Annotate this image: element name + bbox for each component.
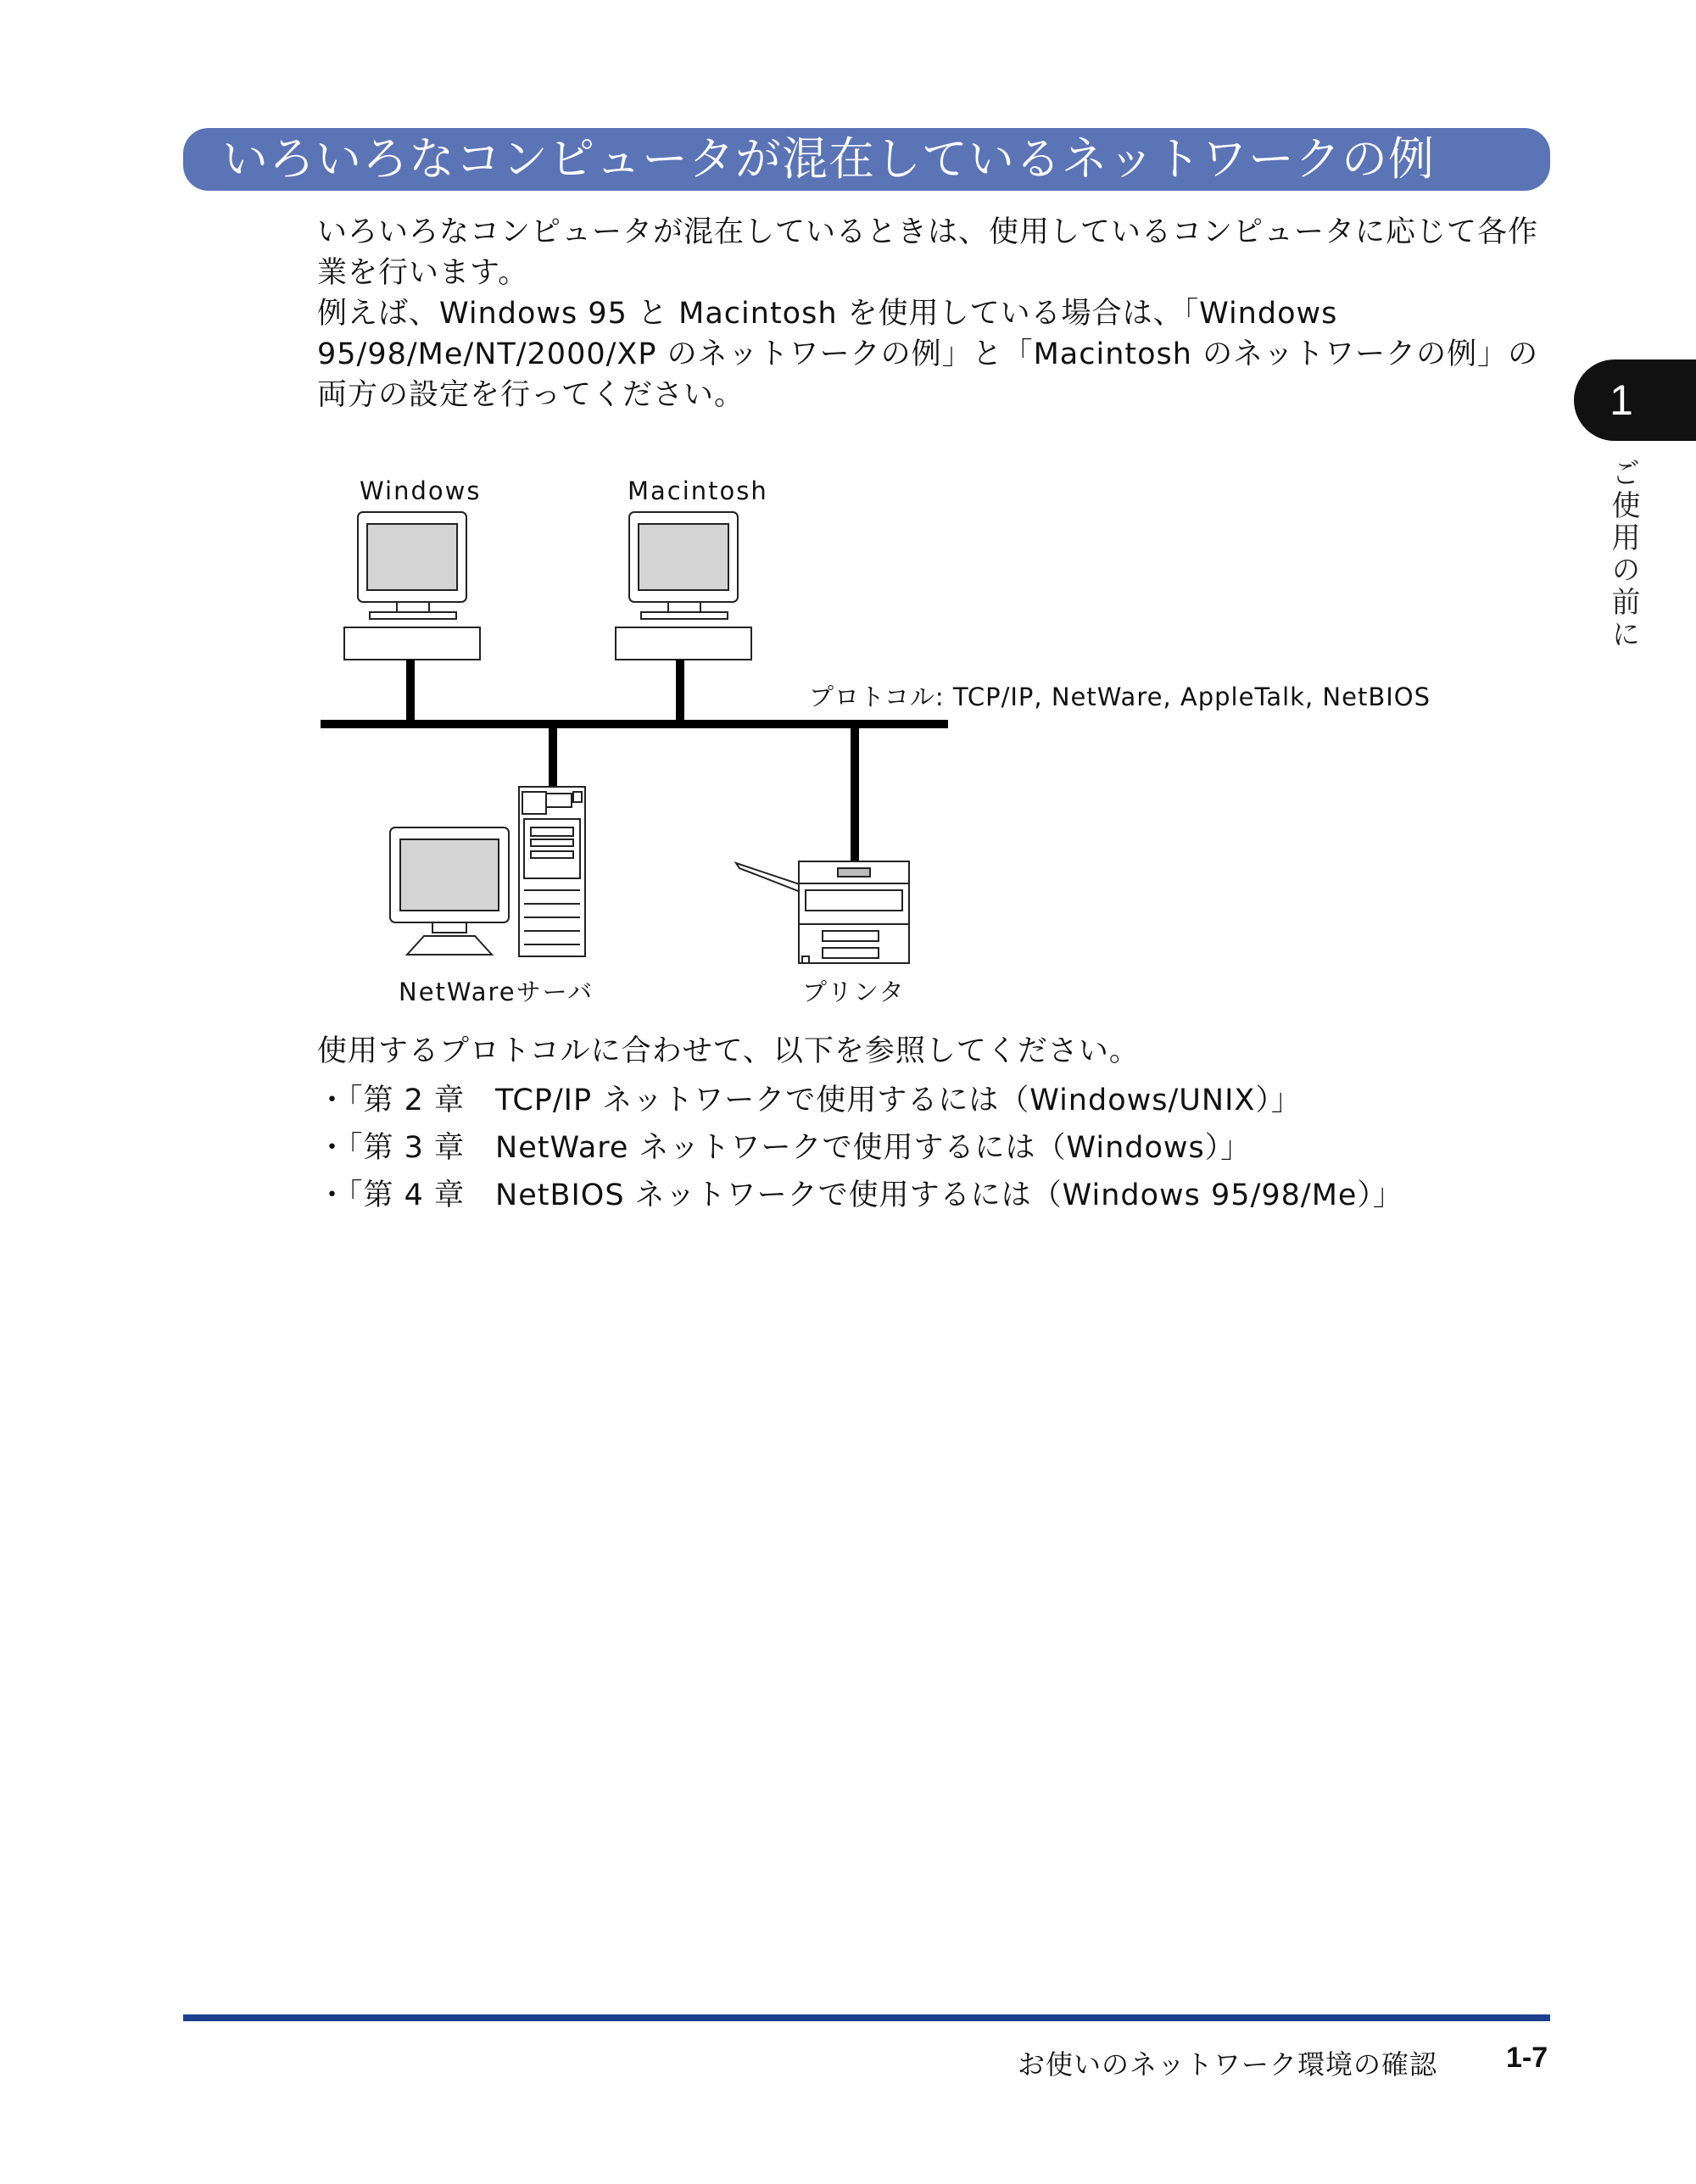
- reference-item-chapter-3[interactable]: ・「第 3 章 NetWare ネットワークで使用するには（Windows）」: [317, 1131, 1252, 1165]
- windows-label: Windows: [360, 476, 482, 505]
- reference-list: [317, 1077, 1403, 1219]
- macintosh-computer-icon: [616, 512, 751, 660]
- intro-paragraph-2: 例えば、Windows 95 と Macintosh を使用している場合は、「Windows 95/98/Me/NT/2000/XP のネットワークの例」と「Macintosh のネットワークの例」の両方の設定を行ってください。: [317, 297, 1539, 412]
- footer-rule: [183, 2014, 1550, 2021]
- section-title: いろいろなコンピュータが混在しているネットワークの例: [222, 132, 1435, 186]
- windows-computer-icon: [344, 512, 480, 660]
- printer-label: プリンタ: [802, 978, 906, 1006]
- page-number: 1-7: [1506, 2042, 1548, 2074]
- netware-server-label: NetWareサーバ: [399, 978, 594, 1006]
- footer-section-title: お使いのネットワーク環境の確認: [1018, 2048, 1438, 2081]
- printer-icon: [736, 861, 909, 963]
- netware-server-icon: [390, 787, 585, 956]
- macintosh-label: Macintosh: [628, 476, 768, 505]
- chapter-label: ご使用の前に: [1606, 458, 1640, 651]
- chapter-number: 1: [1610, 376, 1633, 424]
- reference-lead: 使用するプロトコルに合わせて、以下を参照してください。: [317, 1034, 1140, 1068]
- protocol-label: プロトコル: TCP/IP, NetWare, AppleTalk, NetBIOS: [809, 682, 1431, 711]
- reference-section: [317, 1028, 1403, 1219]
- reference-item-chapter-2[interactable]: ・「第 2 章 TCP/IP ネットワークで使用するには（Windows/UNIX）」: [317, 1084, 1302, 1117]
- reference-item-chapter-4[interactable]: ・「第 4 章 NetBIOS ネットワークで使用するには（Windows 95/98/Me）」: [317, 1178, 1403, 1212]
- intro-paragraph-1: いろいろなコンピュータが混在しているときは、使用しているコンピュータに応じて各作業を行います。: [317, 215, 1539, 290]
- network-diagram: [0, 0, 1696, 1017]
